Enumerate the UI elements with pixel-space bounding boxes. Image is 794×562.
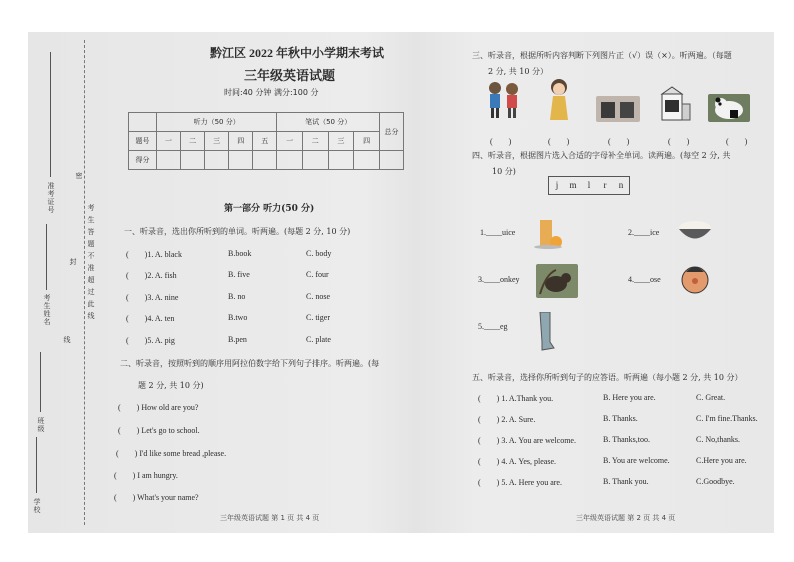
school-line [36, 437, 37, 493]
total-score-cell[interactable] [380, 151, 404, 170]
option-b: B.pen [228, 335, 247, 344]
fill-item-monkey[interactable]: 3.____onkey [478, 275, 520, 284]
response-option-a: ( ) 4. A. Yes, please. [478, 457, 556, 466]
student-name-label: 考生姓名 [43, 294, 51, 326]
fill-item-juice[interactable]: 1.____uice [480, 228, 516, 237]
response-option-c: C. I'm fine.Thanks. [696, 414, 758, 423]
letter-l: l [587, 180, 591, 190]
section3-heading: 三、听录音，根据所听内容判断下列图片正（√）误（×）。听两遍。（每题 [472, 51, 732, 60]
nose-picture [680, 262, 710, 298]
class-line [40, 352, 41, 412]
judge-bracket[interactable]: ( ) [726, 137, 748, 146]
student-id-label: 准考证号 [47, 182, 55, 214]
section5-heading: 五、听录音，选择你所听到句子的应答语。听两遍（每小题 2 分, 共 10 分） [472, 373, 743, 382]
letter-m: m [569, 180, 577, 190]
section3-heading-cont: 2 分, 共 10 分） [488, 67, 548, 76]
fill-item-rice[interactable]: 2.____ice [628, 228, 660, 237]
judge-bracket[interactable]: ( ) [668, 137, 690, 146]
score-cell[interactable] [157, 151, 181, 170]
rice-picture [676, 218, 714, 244]
response-option-b: B. Thanks. [603, 414, 638, 423]
response-option-a: ( ) 5. A. Here you are. [478, 478, 562, 487]
seal-word-xian: 线 [63, 336, 71, 344]
fill-item-nose[interactable]: 4.____ose [628, 275, 661, 284]
question-number: 四 [229, 132, 253, 151]
score-cell[interactable] [253, 151, 277, 170]
shoes-picture [596, 96, 640, 122]
class-label: 班级 [37, 417, 45, 433]
response-option-b: B. You are welcome. [603, 456, 670, 465]
score-cell[interactable] [205, 151, 229, 170]
total-header: 总分 [380, 113, 404, 151]
time-info: 时间:40 分钟 满分:100 分 [224, 88, 319, 97]
sentence-item: ( ) I'd like some bread ,please. [116, 449, 227, 458]
leg-picture [536, 312, 556, 352]
judge-bracket[interactable]: ( ) [608, 137, 630, 146]
letter-n: n [618, 180, 624, 190]
exam-title: 黔江区 2022 年秋中小学期末考试 [210, 46, 385, 60]
question-number: 二 [302, 132, 328, 151]
score-row-label: 得分 [129, 151, 157, 170]
response-option-a: ( ) 2. A. Sure. [478, 415, 536, 424]
response-option-c: C. No,thanks. [696, 435, 740, 444]
question-number: 三 [205, 132, 229, 151]
sentence-item: ( ) What's your name? [114, 493, 199, 502]
option-c: C. plate [306, 335, 331, 344]
score-cell[interactable] [181, 151, 205, 170]
option-b: B.two [228, 313, 248, 322]
juice-picture [532, 216, 564, 250]
question-number: 一 [157, 132, 181, 151]
option-a: ( )5. A. pig [126, 336, 175, 345]
response-option-b: B. Here you are. [603, 393, 656, 402]
option-a: ( )2. A. fish [126, 271, 177, 280]
option-a: ( )1. A. black [126, 250, 182, 259]
kids-greeting-picture [486, 80, 522, 120]
exam-paper [28, 32, 774, 533]
exam-subtitle: 三年级英语试题 [244, 69, 336, 84]
option-c: C. nose [306, 292, 330, 301]
option-a: ( )3. A. nine [126, 293, 179, 302]
section2-heading: 二、听录音，按照听到的顺序用阿拉伯数字给下列句子排序。听两遍。(每 [120, 359, 380, 368]
fill-item-leg[interactable]: 5.____eg [478, 322, 508, 331]
score-cell[interactable] [302, 151, 328, 170]
response-option-b: B. Thank you. [603, 477, 649, 486]
score-table [128, 112, 404, 170]
panda-picture [708, 94, 750, 122]
option-a: ( )4. A. ten [126, 314, 175, 323]
seal-word-mi: 密 [75, 172, 83, 180]
part1-title: 第一部分 听力(50 分) [224, 204, 315, 214]
question-row-label: 题号 [129, 132, 157, 151]
letter-r: r [603, 180, 607, 190]
girl-picture [546, 78, 572, 120]
question-number: 三 [328, 132, 354, 151]
judge-bracket[interactable]: ( ) [548, 137, 570, 146]
option-c: C. four [306, 270, 329, 279]
student-id-line [50, 52, 51, 177]
score-cell[interactable] [354, 151, 380, 170]
response-option-c: C.Here you are. [696, 456, 747, 465]
sentence-item: ( ) How old are you? [118, 403, 199, 412]
letter-choice-box [548, 176, 630, 195]
score-cell[interactable] [229, 151, 253, 170]
sentence-item: ( ) I am hungry. [114, 471, 178, 480]
school-label: 学校 [33, 498, 41, 514]
seal-word-feng: 封 [69, 258, 77, 266]
score-cell[interactable] [328, 151, 354, 170]
response-option-a: ( ) 3. A. You are welcome. [478, 436, 576, 445]
written-header: 笔试（50 分） [277, 113, 380, 132]
option-b: B. no [228, 292, 246, 301]
question-number: 二 [181, 132, 205, 151]
milk-carton-picture [656, 86, 692, 122]
question-number: 四 [354, 132, 380, 151]
option-c: C. tiger [306, 313, 330, 322]
option-b: B.book [228, 249, 252, 258]
question-number: 五 [253, 132, 277, 151]
section4-heading-cont: 10 分) [492, 167, 516, 176]
response-option-b: B. Thanks,too. [603, 435, 650, 444]
section1-heading: 一、听录音，选出你所听到的单词。听两遍。(每题 2 分, 10 分) [124, 227, 351, 236]
response-option-c: C.Goodbye. [696, 477, 735, 486]
page1-footer: 三年级英语试题 第 1 页 共 4 页 [220, 514, 320, 522]
student-name-line [46, 224, 47, 290]
listening-header: 听力（50 分） [157, 113, 277, 132]
section4-heading: 四、听录音，根据图片选入合适的字母补全单词。读两遍。(每空 2 分, 共 [472, 151, 731, 160]
monkey-picture [536, 264, 578, 298]
option-b: B. five [228, 270, 250, 279]
question-number: 一 [277, 132, 303, 151]
seal-note: 考生答题不准超过此线 [87, 204, 95, 324]
response-option-a: ( ) 1. A.Thank you. [478, 394, 554, 403]
score-cell[interactable] [277, 151, 303, 170]
section2-heading-cont: 题 2 分, 共 10 分) [138, 381, 204, 390]
letter-j: j [555, 180, 559, 190]
sentence-item: ( ) Let's go to school. [118, 426, 200, 435]
judge-bracket[interactable]: ( ) [490, 137, 512, 146]
option-c: C. body [306, 249, 332, 258]
page2-footer: 三年级英语试题 第 2 页 共 4 页 [576, 514, 676, 522]
seal-dashed-line [84, 40, 85, 525]
response-option-c: C. Great. [696, 393, 726, 402]
